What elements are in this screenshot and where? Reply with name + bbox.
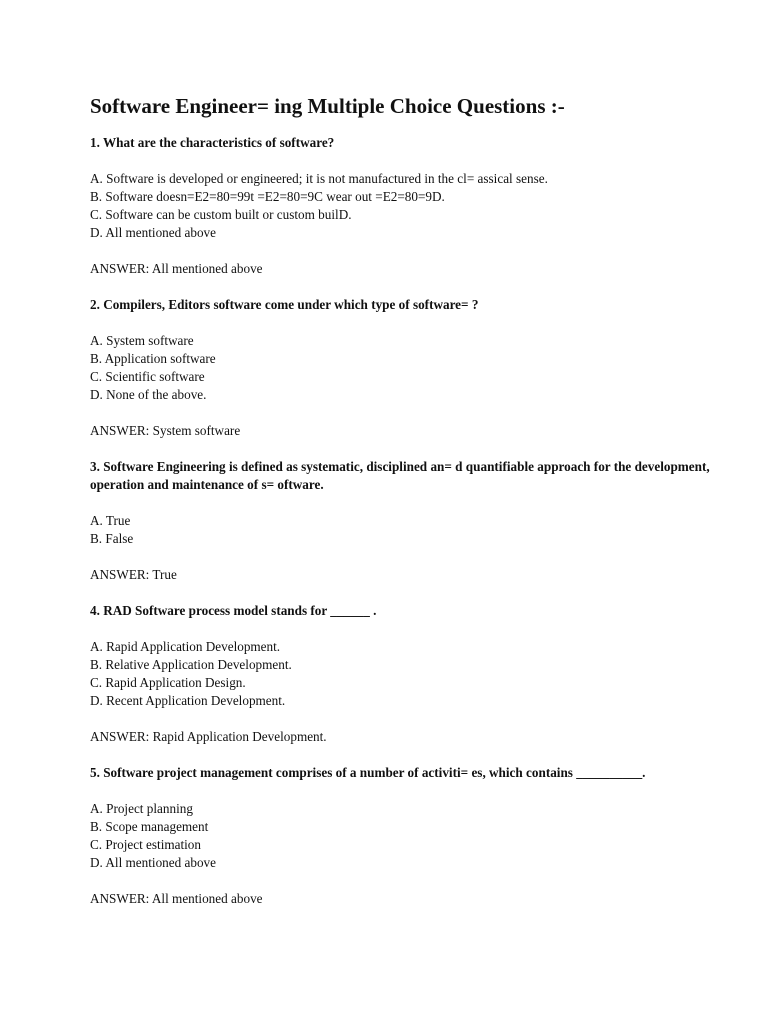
option-list <box>90 512 740 548</box>
option-b: B. Software doesn=E2=80=99t =E2=80=9C wear out =E2=80=9D. <box>90 189 445 204</box>
option-b: B. Relative Application Development. <box>90 657 292 672</box>
option-a: A. Rapid Application Development. <box>90 639 281 654</box>
question-text: 5. Software project management comprises of a number of activiti= es, which contains __________. <box>90 765 646 780</box>
option-d: D. All mentioned above <box>90 225 216 240</box>
question-text: 1. What are the characteristics of software? <box>90 135 335 150</box>
document-title: Software Engineer= ing Multiple Choice Questions :- <box>90 94 565 118</box>
option-c: C. Scientific software <box>90 369 205 384</box>
answer-line: ANSWER: True <box>90 567 177 582</box>
document-page <box>90 92 740 926</box>
question-block-1 <box>90 134 740 278</box>
question-text: 3. Software Engineering is defined as systematic, disciplined an= d quantifiable approach for the development, operation and maintenance of s= oftware. <box>90 459 710 492</box>
option-d: D. Recent Application Development. <box>90 693 286 708</box>
answer-line: ANSWER: All mentioned above <box>90 261 263 276</box>
question-block-5 <box>90 764 740 908</box>
option-d: D. None of the above. <box>90 387 207 402</box>
option-list <box>90 170 740 242</box>
option-list <box>90 638 740 710</box>
question-block-2 <box>90 296 740 440</box>
option-c: C. Software can be custom built or custom builD. <box>90 207 352 222</box>
question-block-4 <box>90 602 740 746</box>
question-text: 2. Compilers, Editors software come under which type of software= ? <box>90 297 479 312</box>
option-a: A. True <box>90 513 131 528</box>
option-a: A. System software <box>90 333 194 348</box>
answer-line: ANSWER: All mentioned above <box>90 891 263 906</box>
option-c: C. Rapid Application Design. <box>90 675 246 690</box>
option-list <box>90 332 740 404</box>
answer-line: ANSWER: System software <box>90 423 241 438</box>
option-b: B. Application software <box>90 351 216 366</box>
option-a: A. Software is developed or engineered; it is not manufactured in the cl= assical sense. <box>90 171 548 186</box>
option-b: B. Scope management <box>90 819 209 834</box>
option-c: C. Project estimation <box>90 837 201 852</box>
question-block-3 <box>90 458 740 584</box>
option-a: A. Project planning <box>90 801 193 816</box>
question-text: 4. RAD Software process model stands for ______ . <box>90 603 377 618</box>
option-b: B. False <box>90 531 134 546</box>
answer-line: ANSWER: Rapid Application Development. <box>90 729 327 744</box>
option-list <box>90 800 740 872</box>
option-d: D. All mentioned above <box>90 855 216 870</box>
